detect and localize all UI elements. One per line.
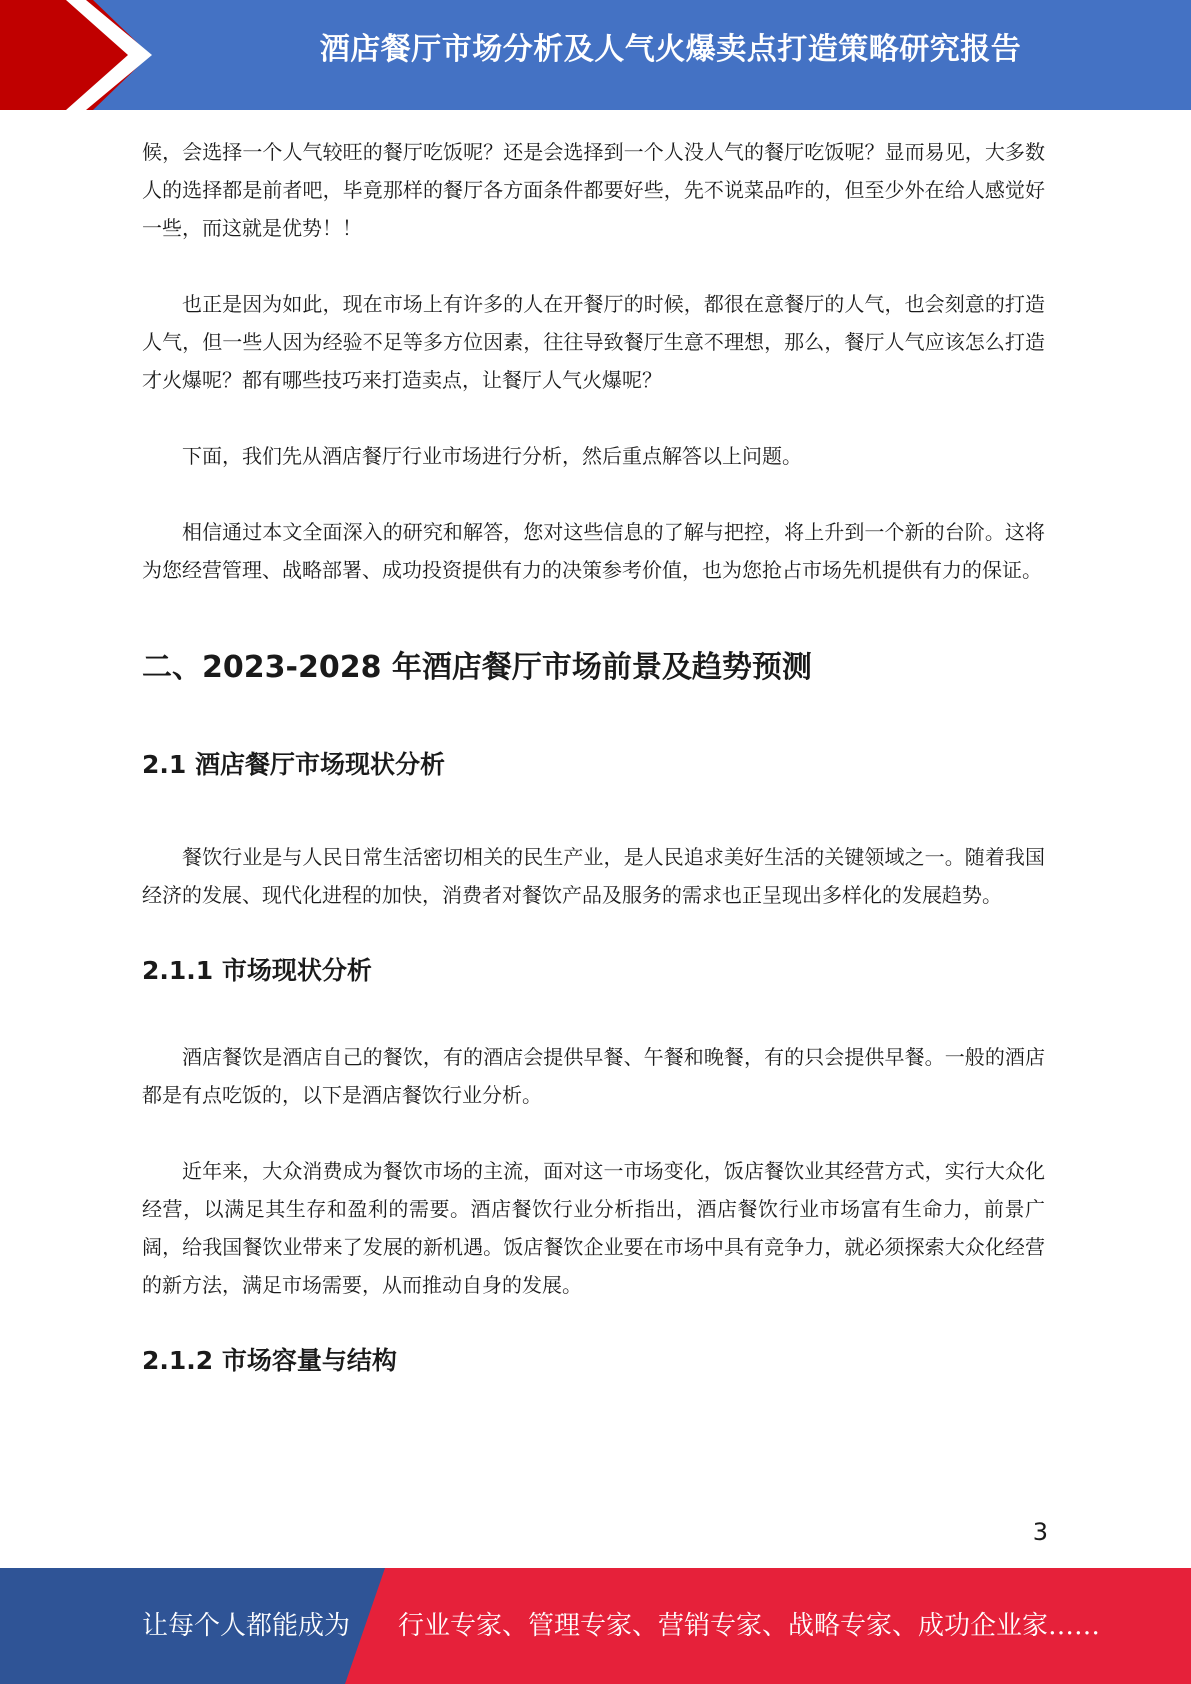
section-2-1-paragraph: 餐饮行业是与人民日常生活密切相关的民生产业，是人民追求美好生活的关键领域之一。随着我国经济的发展、现代化进程的加快，消费者对餐饮产品及服务的需求也正呈现出多样化的发展趋势。 bbox=[142, 845, 1045, 907]
footer-slogan-left: 让每个人都能成为 bbox=[142, 1611, 351, 1641]
intro-paragraph-1: 候，会选择一个人气较旺的餐厅吃饭呢？还是会选择到一个人没人气的餐厅吃饭呢？显而易见，大多数人的选择都是前者吧，毕竟那样的餐厅各方面条件都要好些，先不说菜品咋的，但至少外在给人感觉好一些，而这就是优势！！ bbox=[142, 140, 1045, 240]
section-2-1-1-heading: 2.1.1 市场现状分析 bbox=[142, 956, 372, 985]
section-2-heading: 二、2023-2028 年酒店餐厅市场前景及趋势预测 bbox=[142, 650, 812, 685]
section-2-1-2-heading: 2.1.2 市场容量与结构 bbox=[142, 1346, 397, 1375]
intro-paragraph-4: 相信通过本文全面深入的研究和解答，您对这些信息的了解与把控，将上升到一个新的台阶。这将为您经营管理、战略部署、成功投资提供有力的决策参考价值，也为您抢占市场先机提供有力的保证。 bbox=[142, 520, 1045, 582]
intro-paragraph-2: 也正是因为如此，现在市场上有许多的人在开餐厅的时候，都很在意餐厅的人气，也会刻意的打造人气，但一些人因为经验不足等多方位因素，往往导致餐厅生意不理想，那么，餐厅人气应该怎么打造才火爆呢？都有哪些技巧来打造卖点，让餐厅人气火爆呢？ bbox=[142, 292, 1045, 392]
page-number: 3 bbox=[1032, 1518, 1048, 1546]
footer-slogan-right: 行业专家、管理专家、营销专家、战略专家、成功企业家…… bbox=[398, 1611, 1101, 1641]
section-2-1-1-paragraph-2: 近年来，大众消费成为餐饮市场的主流，面对这一市场变化，饭店餐饮业其经营方式，实行大众化经营，以满足其生存和盈利的需要。酒店餐饮行业分析指出，酒店餐饮行业市场富有生命力，前景广阔，给我国餐饮业带来了发展的新机遇。饭店餐饮企业要在市场中具有竞争力，就必须探索大众化经营的新方法，满足市场需要，从而推动自身的发展。 bbox=[142, 1159, 1045, 1297]
intro-paragraph-3: 下面，我们先从酒店餐厅行业市场进行分析，然后重点解答以上问题。 bbox=[182, 444, 802, 468]
section-2-1-1-paragraph-1: 酒店餐饮是酒店自己的餐饮，有的酒店会提供早餐、午餐和晚餐，有的只会提供早餐。一般的酒店都是有点吃饭的，以下是酒店餐饮行业分析。 bbox=[142, 1045, 1045, 1107]
section-2-1-heading: 2.1 酒店餐厅市场现状分析 bbox=[142, 750, 445, 779]
header-banner bbox=[0, 0, 1191, 110]
header-red-chevron bbox=[0, 0, 150, 110]
report-title: 酒店餐厅市场分析及人气火爆卖点打造策略研究报告 bbox=[319, 32, 1022, 67]
footer-banner bbox=[0, 1568, 1191, 1684]
document-body bbox=[142, 133, 1045, 1380]
